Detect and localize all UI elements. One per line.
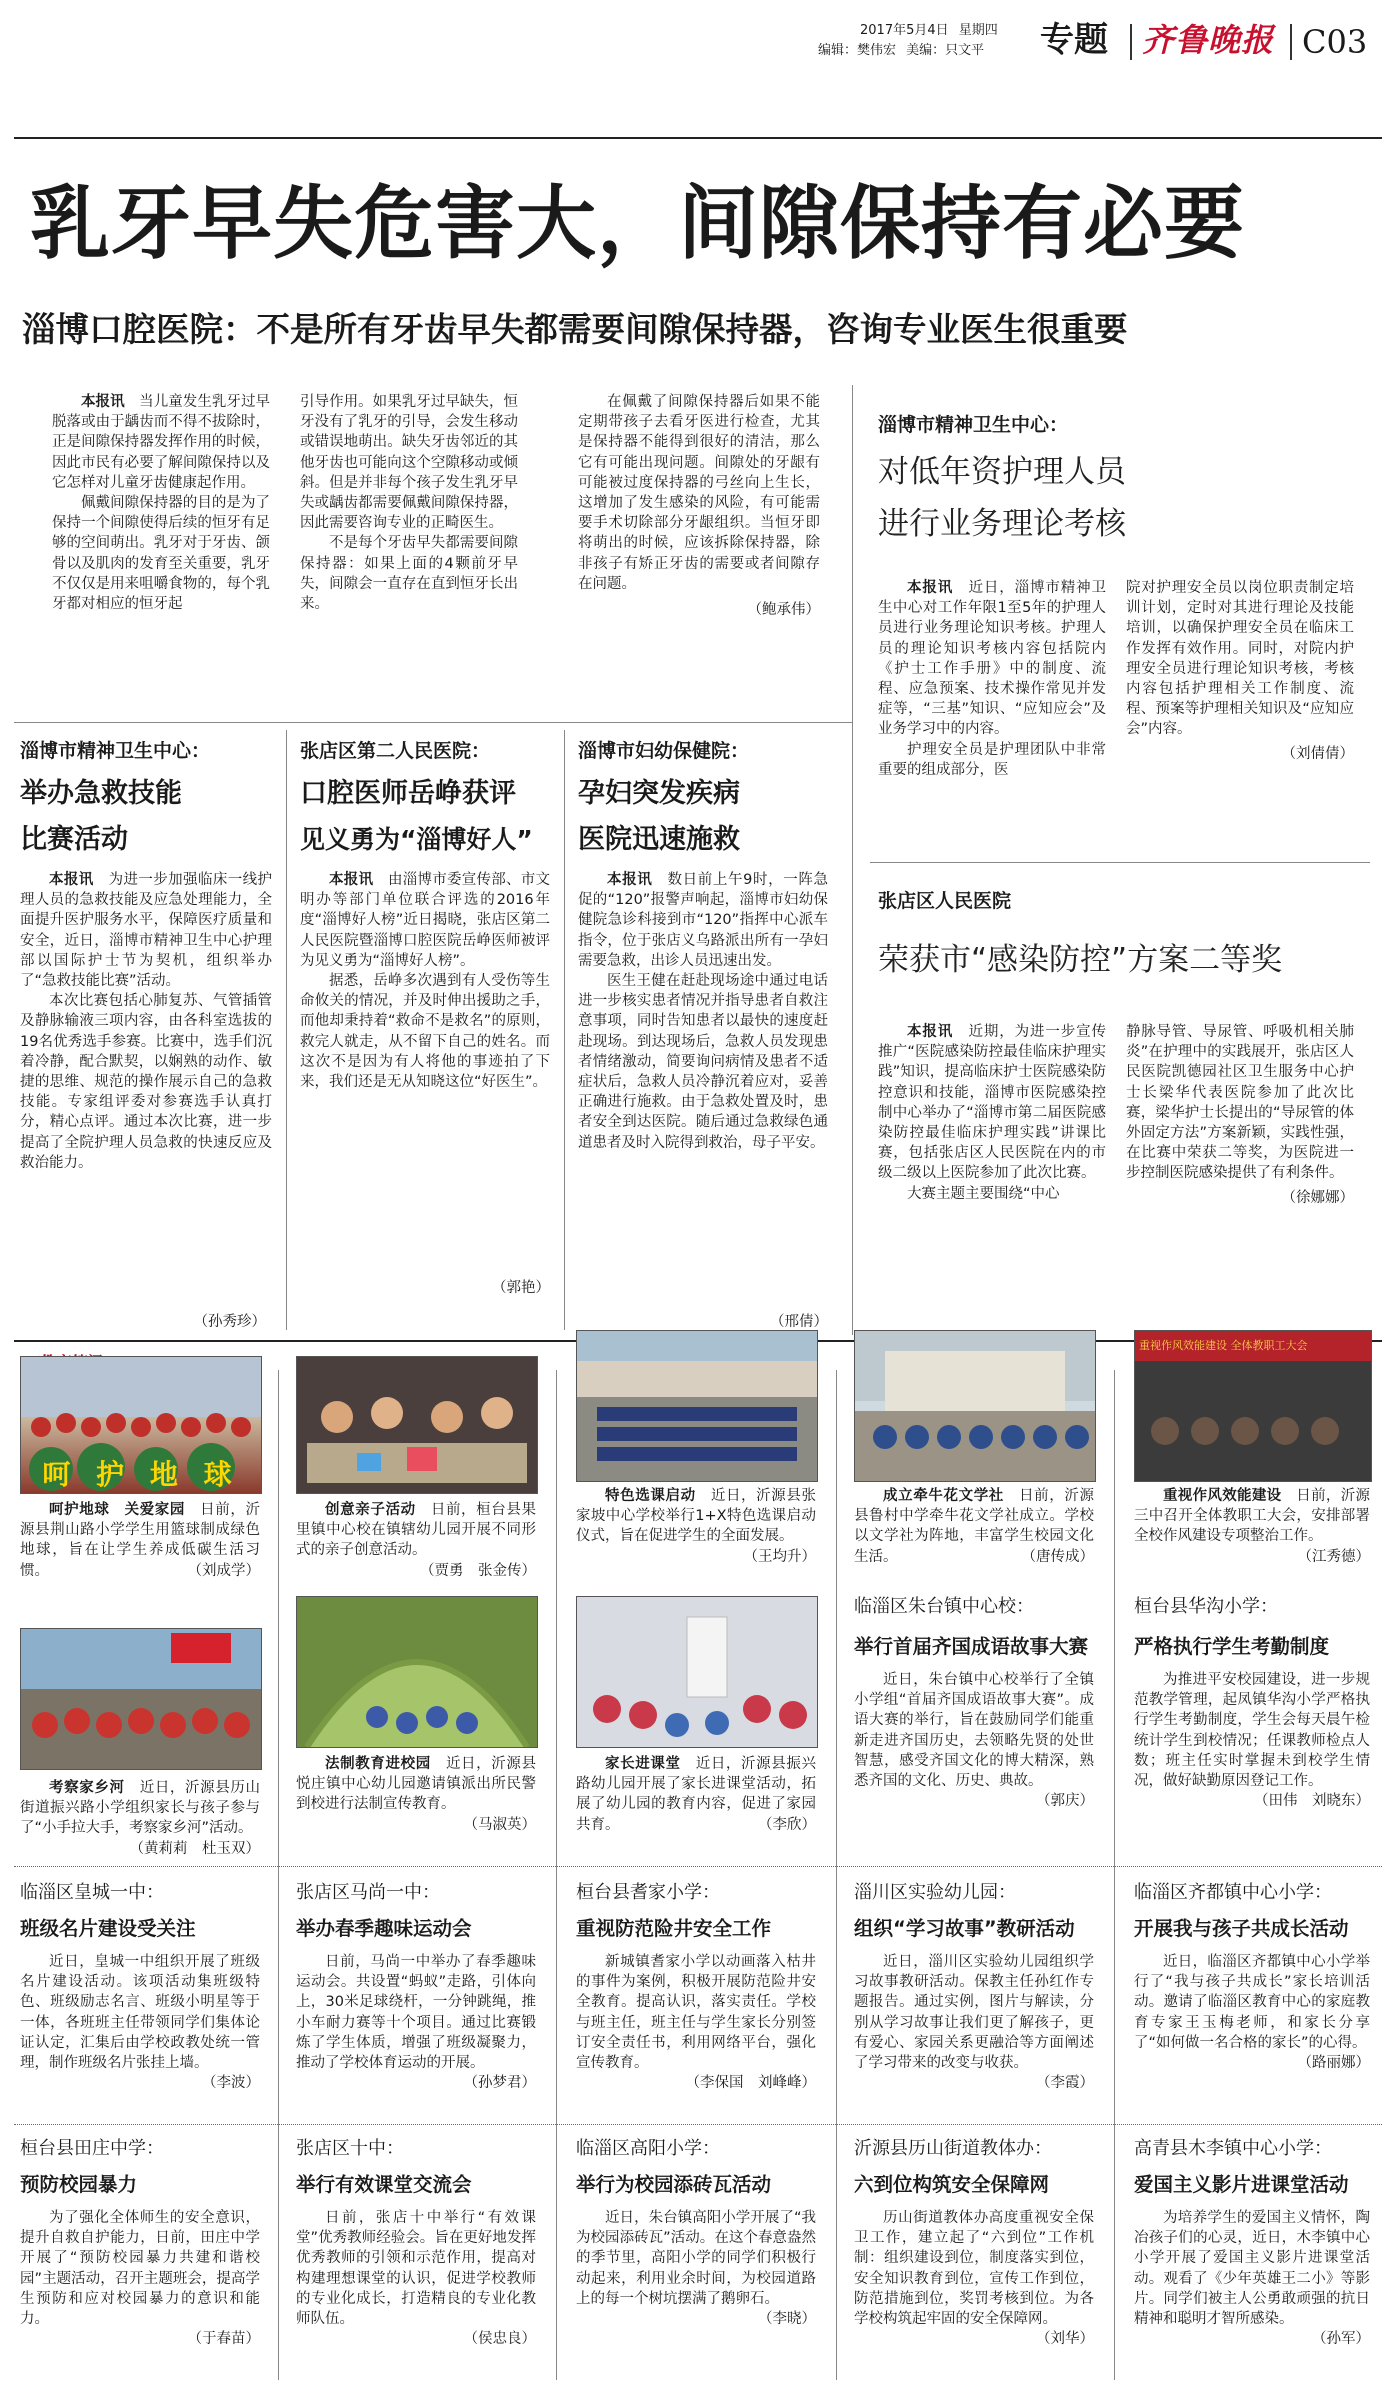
- brief-2-text: 为推进平安校园建设，进一步规范教学管理，起凤镇华沟小学严格执行学生考勤制度，学生会每天晨午检统计学生到校情况；任课教师检点人数；班主任实时掌握未到校学生情况，做好缺勤原因登记工作。: [1134, 1672, 1370, 1790]
- caption-7-text: 近日，沂源县悦庄镇中心幼儿园邀请镇派出所民警到校进行法制宣传教育。: [296, 1756, 537, 1813]
- brief-6: [854, 1880, 1094, 2093]
- brief-1-title: 举行首届齐国成语故事大赛: [854, 1635, 1089, 1658]
- brief-12-byline: （孙军）: [1312, 2331, 1370, 2348]
- brief-5-kicker: 桓台县耆家小学：: [576, 1882, 720, 1903]
- photo-2-scene: [297, 1357, 537, 1493]
- row2-article-a: [20, 738, 272, 1173]
- edu-caption-8: [576, 1754, 816, 1835]
- masthead-rule: [14, 137, 1382, 139]
- right-top-lead: 本报讯: [907, 580, 954, 596]
- brief-8: [20, 2136, 260, 2349]
- brief-2: [1134, 1594, 1370, 1811]
- paper-logo: 齐鲁晚报: [1142, 21, 1275, 59]
- row2-c-lead: 本报讯: [607, 872, 653, 888]
- edu-photo-2: [296, 1356, 538, 1494]
- brief-3-byline: （李波）: [202, 2075, 260, 2092]
- brief-3-title: 班级名片建设受关注: [20, 1917, 196, 1940]
- photo-8-scene: [577, 1597, 817, 1747]
- row2-b-title-2: 见义勇为“淄博好人”: [300, 825, 533, 854]
- row2-b-lead: 本报讯: [329, 872, 374, 888]
- brief-12: [1134, 2136, 1370, 2349]
- row2-a-text-2: 本次比赛包括心肺复苏、气管插管及静脉输液三项内容，由各科室选拔的19名优秀选手参赛。比赛中，选手们沉着冷静，配合默契，以娴熟的动作、敏捷的思维、规范的操作展示自己的急救技能。专家组评委对参赛选手认真打分，精心点评。通过本次比赛，进一步提高了全院护理人员急救的快速反应及救治能力。: [20, 993, 272, 1171]
- brief-7-byline: （路丽娜）: [1297, 2055, 1370, 2072]
- main-col-1: [52, 392, 270, 614]
- row2-a-kicker: 淄博市精神卫生中心：: [20, 740, 211, 762]
- caption-6-byline: （黄莉莉 杜玉双）: [129, 1840, 260, 1857]
- caption-2-text: 日前，桓台县果里镇中心校在镇辖幼儿园开展不同形式的亲子创意活动。: [296, 1502, 537, 1559]
- brief-7: [1134, 1880, 1370, 2073]
- page-divider: [1290, 24, 1292, 60]
- brief-3: [20, 1880, 260, 2093]
- brief-11-byline: （刘华）: [1036, 2331, 1094, 2348]
- main-col2-p2: 不是每个牙齿早失都需要间隙保持器：如果上面的4颗前牙早失，间隙会一直存在直到恒牙长出来。: [300, 535, 518, 613]
- brief-11-kicker: 沂源县历山街道教体办：: [854, 2138, 1052, 2159]
- caption-1-lead: 呵护地球 关爱家园: [49, 1502, 186, 1518]
- brief-1-kicker: 临淄区朱台镇中心校：: [854, 1596, 1034, 1617]
- right-mid-col-1: [878, 1022, 1106, 1204]
- row2-b-kicker: 张店区第二人民医院：: [300, 740, 491, 762]
- proof-text: 美编：只文平: [906, 43, 985, 58]
- brief-9-kicker: 张店区十中：: [296, 2138, 404, 2159]
- row2-b-text-2: 据悉，岳峥多次遇到有人受伤等生命攸关的情况，并及时伸出援助之手，而他却秉持着“救命不是救名”的原则，救完人就走，从不留下自己的姓名。而这次不是因为有人将他的事迹拍了下来，我们还是无从知晓这位“好医生”。: [300, 973, 550, 1091]
- row2-a-title-1: 举办急救技能: [20, 778, 182, 809]
- brief-10: [576, 2136, 816, 2329]
- brief-1-byline: （郭庆）: [1036, 1793, 1094, 1810]
- main-col-3: [578, 392, 820, 620]
- brief-6-text: 近日，淄川区实验幼儿园组织学习故事教研活动。保教主任孙红作专题报告。通过实例，图片与解读，分别从学习故事让我们更了解孩子，更有爱心、家园关系更融洽等方面阐述了学习带来的改变与收获。: [854, 1954, 1094, 2072]
- edu-caption-6: [20, 1778, 260, 1859]
- caption-3-lead: 特色选课启动: [605, 1488, 696, 1504]
- caption-7-byline: （马淑英）: [463, 1816, 536, 1833]
- brief-10-title: 举行为校园添砖瓦活动: [576, 2173, 772, 2196]
- brief-4-text: 日前，马尚一中举办了春季趣味运动会。共设置“蚂蚁”走路，引体向上，30米足球绕杆，一分钟跳绳，推小车耐力赛等十个项目。通过比赛锻炼了学生体质，增强了班级凝聚力，推动了学校体育运动的开展。: [296, 1954, 536, 2072]
- photo-6-scene: [21, 1629, 261, 1769]
- main-right-divider: [852, 385, 853, 1335]
- main-col-2: [300, 392, 518, 614]
- brief-8-title: 预防校园暴力: [20, 2173, 138, 2196]
- edu-photo-3: [576, 1330, 818, 1482]
- brief-11-title: 六到位构筑安全保障网: [854, 2173, 1050, 2196]
- brief-4-byline: （孙梦君）: [463, 2075, 536, 2092]
- caption-8-byline: （李欣）: [758, 1816, 816, 1833]
- edu-caption-4: [854, 1486, 1094, 1567]
- photo-4-scene: [855, 1331, 1095, 1481]
- brief-sep-row-1: [14, 1866, 1382, 1867]
- right-mid-col-2: [1126, 1022, 1354, 1208]
- page-number: C03: [1302, 23, 1368, 61]
- main-byline: （鲍承伟）: [747, 602, 820, 619]
- caption-2-byline: （贾勇 张金传）: [420, 1562, 536, 1579]
- right-mid-p3: 静脉导管、导尿管、呼吸机相关肺炎”在护理中的实践展开，张店区人民医院凯德园社区卫生服务中心护士长梁华代表医院参加了此次比赛，梁华护士长提出的“导尿管的体外固定方法”方案新颖，实践性强，在比赛中荣获二等奖，为医院进一步控制医院感染提供了有利条件。: [1126, 1024, 1354, 1182]
- brief-9-text: 日前，张店十中举行“有效课堂”优秀教师经验会。旨在更好地发挥优秀教师的引领和示范作用，提高对构建理想课堂的认识，促进学校教师的专业化成长，打造精良的专业化教师队伍。: [296, 2210, 536, 2328]
- row2-c-text-2: 医生王健在赶赴现场途中通过电话进一步核实患者情况并指导患者自救注意事项，同时告知患者以最快的速度赶赴现场。到达现场后，急救人员发现患者情绪激动，简要询问病情及患者不适症状后，急救人员冷静沉着应对，妥善正确进行施救。由于急救处置及时，患者安全到达医院。随后通过急救绿色通道患者及时入院得到救治，母子平安。: [578, 973, 828, 1151]
- caption-5-lead: 重视作风效能建设: [1163, 1488, 1282, 1504]
- brief-1-text: 近日，朱台镇中心校举行了全镇小学组“首届齐国成语故事大赛”。成语大赛的举行，旨在鼓励同学们能重新走进齐国历史，去领略先贤的处世智慧，感受齐国文化的博大精深，熟悉齐国的文化、历史、典故。: [854, 1672, 1094, 1790]
- issue-date: [860, 22, 998, 40]
- right-top-col-1: [878, 578, 1106, 780]
- edu-caption-5: [1134, 1486, 1370, 1567]
- brief-7-kicker: 临淄区齐都镇中心小学：: [1134, 1882, 1332, 1903]
- photo-7-scene: [297, 1597, 537, 1747]
- caption-4-text: 日前，沂源县鲁村中学牵牛花文学社成立。学校以文学社为阵地，丰富学生校园文化生活。: [854, 1488, 1095, 1565]
- row2-c-kicker: 淄博市妇幼保健院：: [578, 740, 750, 762]
- brief-10-byline: （李晓）: [758, 2311, 816, 2328]
- brief-2-kicker: 桓台县华沟小学：: [1134, 1596, 1278, 1617]
- row2-article-c: [578, 738, 828, 1153]
- brief-4: [296, 1880, 536, 2093]
- caption-6-text: 近日，沂源县历山街道振兴路小学组织家长与孩子参与了“小手拉大手，考察家乡河”活动。: [20, 1780, 261, 1837]
- brief-5-byline: （李保国 刘峰峰）: [685, 2075, 816, 2092]
- photo-3-scene: [577, 1331, 817, 1481]
- brief-11: [854, 2136, 1094, 2349]
- editor-line: [818, 42, 984, 60]
- caption-3-text: 近日，沂源县张家坡中心学校举行1+X特色选课启动仪式，旨在促进学生的全面发展。: [576, 1488, 817, 1545]
- brief-6-title: 组织“学习故事”教研活动: [854, 1917, 1075, 1940]
- brief-8-text: 为了强化全体师生的安全意识，提升自救自护能力，日前，田庄中学开展了“预防校园暴力共建和谐校园”主题活动，召开主题班会，提高学生预防和应对校园暴力的意识和能力。: [20, 2210, 260, 2328]
- main-col2-p1: 引导作用。如果乳牙过早缺失，恒牙没有了乳牙的引导，会发生移动或错误地萌出。缺失牙齿邻近的其他牙齿也可能向这个空隙移动或倾斜。但是并非每个孩子发生乳牙早失或龋齿都需要佩戴间隙保持器，因此需要咨询专业的正畸医生。: [300, 394, 518, 532]
- brief-9-title: 举行有效课堂交流会: [296, 2173, 472, 2196]
- section-divider: [1130, 24, 1132, 60]
- photo-1-banner: 呵 护 地 球: [42, 1458, 240, 1491]
- right-top-kicker: 淄博市精神卫生中心：: [878, 414, 1069, 436]
- row2-a-byline: （孙秀珍）: [193, 1314, 266, 1330]
- edu-col-sep-4: [1114, 1370, 1115, 2380]
- brief-7-text: 近日，临淄区齐都镇中心小学举行了“我与孩子共成长”家长培训活动。邀请了临淄区教育中心的家庭教育专家王玉梅老师，和家长分享了“如何做一名合格的家长”的心得。: [1134, 1954, 1370, 2051]
- brief-10-text: 近日，朱台镇高阳小学开展了“我为校园添砖瓦”活动。在这个春意盎然的季节里，高阳小学的同学们积极行动起来，利用业余时间，为校园道路上的每一个树坑摆满了鹅卵石。: [576, 2210, 816, 2307]
- edu-caption-2: [296, 1500, 536, 1581]
- caption-4-lead: 成立牵牛花文学社: [883, 1488, 1004, 1504]
- right-mid-p2: 大赛主题主要围绕“中心: [907, 1185, 1060, 1202]
- caption-3-byline: （王均升）: [743, 1548, 816, 1565]
- caption-1-text: 日前，沂源县荆山路小学学生用篮球制成绿色地球，旨在让学生养成低碳生活习惯。: [20, 1502, 261, 1579]
- caption-8-lead: 家长进课堂: [605, 1756, 681, 1772]
- brief-5-title: 重视防范险井安全工作: [576, 1917, 772, 1940]
- right-top-col-2: [1126, 578, 1354, 764]
- brief-5: [576, 1880, 816, 2093]
- brief-7-title: 开展我与孩子共成长活动: [1134, 1917, 1349, 1940]
- brief-sep-row-2: [14, 2124, 1382, 2125]
- row2-sep-1: [286, 730, 287, 1330]
- edu-caption-1: [20, 1500, 260, 1581]
- edu-col-sep-1: [278, 1370, 279, 2380]
- row2-c-text: 数日前上午9时，一阵急促的“120”报警声响起，淄博市妇幼保健院急诊科接到市“120”指挥中心派车指令，位于张店义乌路派出所有一孕妇需要急救，出诊人员迅速出发。: [578, 872, 829, 969]
- edu-col-sep-2: [556, 1370, 557, 2380]
- main-subhead: 淄博口腔医院：不是所有牙齿早失都需要间隙保持器，咨询专业医生很重要: [22, 310, 1128, 349]
- right-top-divider: [870, 862, 1370, 863]
- brief-6-kicker: 淄川区实验幼儿园：: [854, 1882, 1016, 1903]
- main-col1-p1: 当儿童发生乳牙过早脱落或由于龋齿而不得不拔除时，正是间隙保持器发挥作用的时候，因此市民有必要了解间隙保持以及它怎样对儿童牙齿健康起作用。: [52, 394, 271, 491]
- row2-article-b: [300, 738, 550, 1092]
- caption-7-lead: 法制教育进校园: [325, 1756, 431, 1772]
- right-top-p2: 护理安全员是护理团队中非常重要的组成部分，医: [878, 741, 1106, 778]
- brief-8-kicker: 桓台县田庄中学：: [20, 2138, 164, 2159]
- row2-c-title-1: 孕妇突发疾病: [578, 778, 740, 809]
- section-name: 专题: [1040, 20, 1108, 60]
- caption-5-text: 日前，沂源三中召开全体教职工大会，安排部署全校作风建设专项整治工作。: [1134, 1488, 1371, 1545]
- caption-5-byline: （江秀德）: [1297, 1548, 1370, 1565]
- date-text: 2017年5月4日: [860, 23, 949, 38]
- caption-4-byline: （唐传成）: [1021, 1548, 1094, 1565]
- brief-2-byline: （田伟 刘晓东）: [1254, 1793, 1370, 1810]
- weekday-text: 星期四: [958, 23, 998, 38]
- brief-2-title: 严格执行学生考勤制度: [1134, 1635, 1330, 1658]
- main-lead: 本报讯: [81, 394, 125, 410]
- masthead: [0, 0, 1395, 70]
- edu-photo-4: [854, 1330, 1096, 1482]
- brief-9: [296, 2136, 536, 2349]
- editor-text: 编辑：樊伟宏: [818, 43, 897, 58]
- row2-a-lead: 本报讯: [49, 872, 94, 888]
- row2-a-title-2: 比赛活动: [20, 824, 128, 855]
- brief-12-kicker: 高青县木李镇中心小学：: [1134, 2138, 1332, 2159]
- caption-8-text: 近日，沂源县振兴路幼儿园开展了家长进课堂活动，拓展了幼儿园的教育内容，促进了家园共育。: [576, 1756, 817, 1833]
- brief-8-byline: （于春苗）: [187, 2331, 260, 2348]
- main-headline: 乳牙早失危害大，间隙保持有必要: [30, 177, 1245, 270]
- right-top-title-1: 对低年资护理人员: [878, 454, 1126, 490]
- right-mid-title: 荣获市“感染防控”方案二等奖: [878, 942, 1283, 978]
- brief-3-text: 近日，皇城一中组织开展了班级名片建设活动。该项活动集班级特色、班级励志名言、班级小明星等于一体，各班班主任带领同学们集体论证认定，汇集后由学校政教处统一管理，制作班级名片张挂上墙。: [20, 1954, 260, 2072]
- right-mid-kicker: 张店区人民医院: [878, 890, 1012, 912]
- brief-9-byline: （侯忠良）: [463, 2331, 536, 2348]
- brief-11-text: 历山街道教体办高度重视安全保卫工作，建立起了“六到位”工作机制：组织建设到位，制度落实到位，安全知识教育到位，宣传工作到位，防范措施到位，奖罚考核到位。为各学校构筑起牢固的安全保障网。: [854, 2210, 1094, 2328]
- main-col1-p2: 佩戴间隙保持器的目的是为了保持一个间隙使得后续的恒牙有足够的空间萌出。乳牙对于牙齿、颌骨以及肌肉的发育至关重要，乳牙不仅仅是用来咀嚼食物的，每个乳牙都对相应的恒牙起: [52, 495, 270, 613]
- photo-5-banner: 重视作风效能建设 全体教职工大会: [1139, 1339, 1308, 1352]
- row2-b-byline: （郭艳）: [492, 1280, 550, 1296]
- right-top-title-2: 进行业务理论考核: [878, 506, 1126, 542]
- edu-photo-7: [296, 1596, 538, 1748]
- row2-c-title-2: 医院迅速施救: [578, 824, 740, 855]
- brief-12-title: 爱国主义影片进课堂活动: [1134, 2173, 1349, 2196]
- brief-6-byline: （李霞）: [1036, 2075, 1094, 2092]
- row2-b-title-1: 口腔医师岳峥获评: [300, 778, 516, 809]
- photo-5-scene: [1135, 1331, 1371, 1481]
- brief-4-kicker: 张店区马尚一中：: [296, 1882, 440, 1903]
- row2-a-text: 为进一步加强临床一线护理人员的急救技能及应急处理能力，全面提升医护服务水平，保障医疗质量和安全，近日，淄博市精神卫生中心护理部以国际护士节为契机，组织举办了“急救技能比赛”活动。: [20, 872, 273, 990]
- row2-divider: [14, 722, 852, 723]
- edu-photo-5: [1134, 1330, 1372, 1482]
- right-mid-lead: 本报讯: [907, 1024, 954, 1040]
- brief-4-title: 举办春季趣味运动会: [296, 1917, 472, 1940]
- right-mid-p1: 近期，为进一步宣传推广“医院感染防控最佳临床护理实践”知识，提高临床护士医院感染防控意识和技能，淄博市医院感染控制中心举办了“淄博市第二届医院感染防控最佳临床护理实践”讲课比赛，包括张店区人民医院在内的市级二级以上医院参加了此次比赛。: [878, 1024, 1106, 1182]
- brief-1: [854, 1594, 1094, 1811]
- edu-photo-8: [576, 1596, 818, 1748]
- row2-c-byline: （邢倩）: [770, 1314, 828, 1330]
- caption-1-byline: （刘成学）: [187, 1562, 260, 1579]
- row2-sep-2: [564, 730, 565, 1330]
- row2-b-text: 由淄博市委宣传部、市文明办等部门单位联合评选的2016年度“淄博好人榜”近日揭晓，张店区第二人民医院暨淄博口腔医院岳峥医师被评为见义勇为“淄博好人榜”。: [300, 872, 550, 969]
- brief-3-kicker: 临淄区皇城一中：: [20, 1882, 164, 1903]
- brief-10-kicker: 临淄区高阳小学：: [576, 2138, 720, 2159]
- caption-2-lead: 创意亲子活动: [325, 1502, 416, 1518]
- caption-6-lead: 考察家乡河: [49, 1780, 125, 1796]
- right-top-p3: 院对护理安全员以岗位职责制定培训计划，定时对其进行理论及技能培训，以确保护理安全员在临床工作发挥有效作用。同时，对院内护理安全员进行理论知识考核，考核内容包括护理相关工作制度、流程、预案等护理相关知识及“应知应会”内容。: [1126, 580, 1354, 738]
- edu-caption-7: [296, 1754, 536, 1835]
- edu-photo-6: [20, 1628, 262, 1770]
- right-top-byline: （刘倩倩）: [1281, 745, 1354, 762]
- edu-photo-1: [20, 1356, 262, 1494]
- brief-12-text: 为培养学生的爱国主义情怀，陶冶孩子们的心灵，近日，木李镇中心小学开展了爱国主义影片进课堂活动。观看了《少年英雄王二小》等影片。同学们被主人公勇敢顽强的抗日精神和聪明才智所感染。: [1134, 2210, 1370, 2328]
- edu-caption-3: [576, 1486, 816, 1567]
- main-col3-p1: 在佩戴了间隙保持器后如果不能定期带孩子去看牙医进行检查，尤其是保持器不能得到很好的清洁，那么它有可能出现问题。间隙处的牙龈有可能被过度保持器的弓丝向上生长，这增加了发生感染的风险，有可能需要手术切除部分牙龈组织。当恒牙即将萌出的时候，应该拆除保持器，除非孩子有矫正牙齿的需要或者间隙存在问题。: [578, 394, 820, 592]
- brief-5-text: 新城镇耆家小学以动画落入枯井的事件为案例，积极开展防范险井安全教育。提高认识，落实责任。学校与班主任，班主任与学生家长分别签订安全责任书，利用网络平台，强化宣传教育。: [576, 1954, 816, 2072]
- right-mid-byline: （徐娜娜）: [1281, 1189, 1354, 1206]
- edu-col-sep-3: [836, 1370, 837, 2380]
- right-top-p1: 近日，淄博市精神卫生中心对工作年限1至5年的护理人员进行业务理论知识考核。护理人员的理论知识考核内容包括院内《护士工作手册》中的制度、流程、应急预案、技术操作常见并发症等，“三基”知识、“应知应会”及业务学习中的内容。: [878, 580, 1106, 738]
